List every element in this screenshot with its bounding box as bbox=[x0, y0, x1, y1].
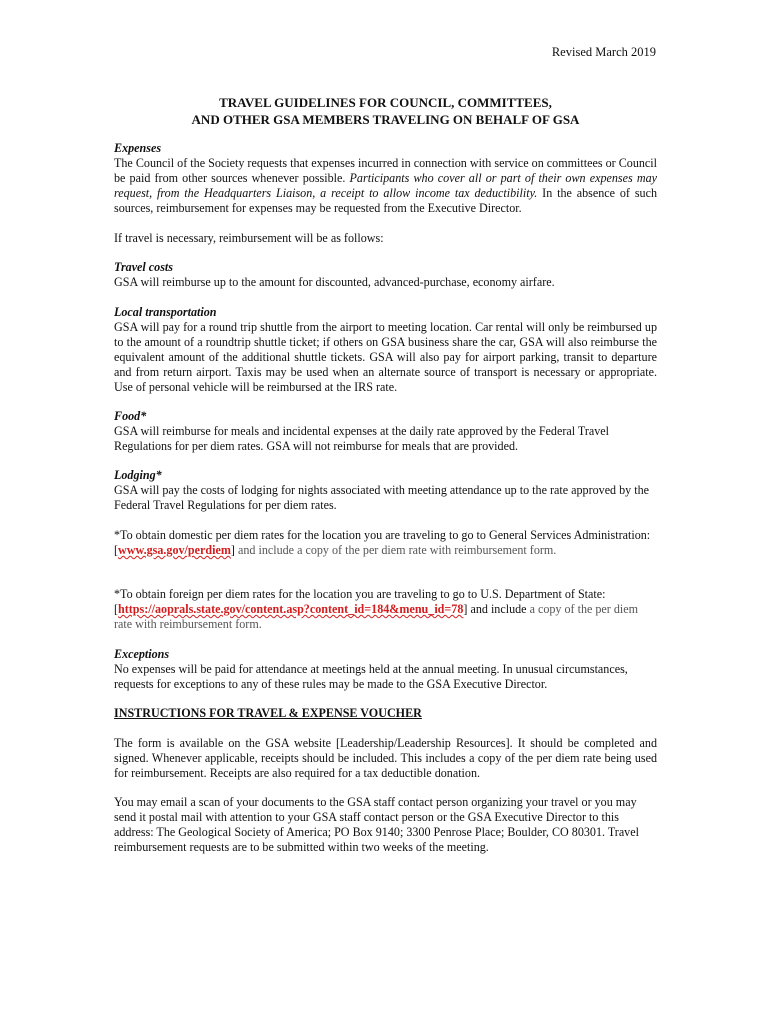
lodging-text: GSA will pay the costs of lodging for nights associated with meeting attendance up to the rate approved by the Federal Travel Regulations for per diem rates. bbox=[114, 483, 650, 512]
local-transport-text: GSA will pay for a round trip shuttle from the airport to meeting location. Car rental will only be reimbursed up to the amount of a roundtrip shuttle ticket; if others on GSA business share the car, GSA will also reimburse the equivalent amount of the additional shuttle tickets. GSA will also pay for airport parking, transit to departure and from return airport. Taxis may be used when an alternate source of transport is necessary or appropriate. Use of personal vehicle will be reimbursed at the IRS rate. bbox=[114, 320, 657, 394]
local-transport-heading: Local transportation bbox=[114, 305, 217, 319]
food-text: GSA will reimburse for meals and incidental expenses at the daily rate approved by the Federal Travel Regulations for per diem rates. GSA will not reimburse for meals that are provided. bbox=[114, 424, 610, 453]
expenses-text-b: In the absence of such sources, reimbursement for expenses may be requested from the Executive Director. bbox=[114, 186, 657, 215]
foreign-text-c: a copy of the per diem rate with reimbursement form. bbox=[114, 602, 639, 631]
exceptions-text: No expenses will be paid for attendance at meetings held at the annual meeting. In unusual circumstances, requests for exceptions to any of these rules may be made to the GSA Executive Director. bbox=[114, 662, 628, 691]
exceptions-section bbox=[114, 647, 657, 692]
expenses-text-italic: Participants who cover all or part of their own expenses may request, from the Headquarters Liaison, a receipt to allow income tax deductibility. bbox=[114, 171, 658, 200]
lodging-heading: Lodging* bbox=[114, 468, 162, 482]
state-dept-perdiem-link[interactable]: https://aoprals.state.gov/content.asp?content_id=184&menu_id=78 bbox=[118, 602, 464, 616]
revision-date: Revised March 2019 bbox=[551, 45, 656, 59]
foreign-text-a: *To obtain foreign per diem rates for the location you are traveling to go to U.S. Department of State: [ bbox=[114, 587, 606, 616]
domestic-text-b: ] bbox=[230, 543, 238, 557]
domestic-per-diem-note bbox=[114, 528, 657, 558]
food-heading: Food* bbox=[114, 409, 147, 423]
travel-costs-heading: Travel costs bbox=[114, 260, 173, 274]
intro-paragraph: If travel is necessary, reimbursement will be as follows: bbox=[114, 231, 384, 245]
travel-costs-section bbox=[114, 260, 657, 290]
lodging-section bbox=[114, 468, 657, 513]
document-title bbox=[114, 94, 657, 128]
instructions-heading-text: INSTRUCTIONS FOR TRAVEL & EXPENSE VOUCHER bbox=[114, 706, 422, 720]
food-section bbox=[114, 409, 657, 454]
instructions-heading bbox=[114, 706, 657, 721]
local-transport-section bbox=[114, 305, 657, 395]
exceptions-heading: Exceptions bbox=[114, 647, 170, 661]
title-line-2: AND OTHER GSA MEMBERS TRAVELING ON BEHALF OF GSA bbox=[191, 112, 580, 127]
foreign-text-b: ] and include bbox=[463, 602, 530, 616]
domestic-text-c: and include a copy of the per diem rate with reimbursement form. bbox=[237, 543, 557, 557]
title-line-1: TRAVEL GUIDELINES FOR COUNCIL, COMMITTEES, bbox=[219, 95, 552, 110]
foreign-per-diem-note bbox=[114, 587, 657, 632]
gsa-perdiem-link[interactable]: www.gsa.gov/perdiem bbox=[118, 543, 231, 557]
domestic-text-a: *To obtain domestic per diem rates for the location you are traveling to go to General Services Administration: [ bbox=[114, 528, 651, 557]
instructions-paragraph-1: The form is available on the GSA website [Leadership/Leadership Resources]. It should be completed and signed. Whenever applicable, receipts should be included. This includes a copy of the per diem rate being used for reimbursement. Receipts are also required for a tax deductible donation. bbox=[114, 736, 657, 780]
travel-costs-text: GSA will reimburse up to the amount for discounted, advanced-purchase, economy airfare. bbox=[114, 275, 555, 289]
expenses-text-a: The Council of the Society requests that expenses incurred in connection with service on committees or Council be paid from other sources whenever possible. bbox=[114, 156, 657, 185]
expenses-heading: Expenses bbox=[114, 141, 162, 155]
expenses-section bbox=[114, 141, 657, 216]
instructions-paragraph-2: You may email a scan of your documents to the GSA staff contact person organizing your travel or you may send it postal mail with attention to your GSA staff contact person or the GSA Executive Director to this address: The Geological Society of America; PO Box 9140; 3300 Penrose Place; Boulder, CO 80301. Travel reimbursement requests are to be submitted within two weeks of the meeting. bbox=[114, 795, 639, 854]
